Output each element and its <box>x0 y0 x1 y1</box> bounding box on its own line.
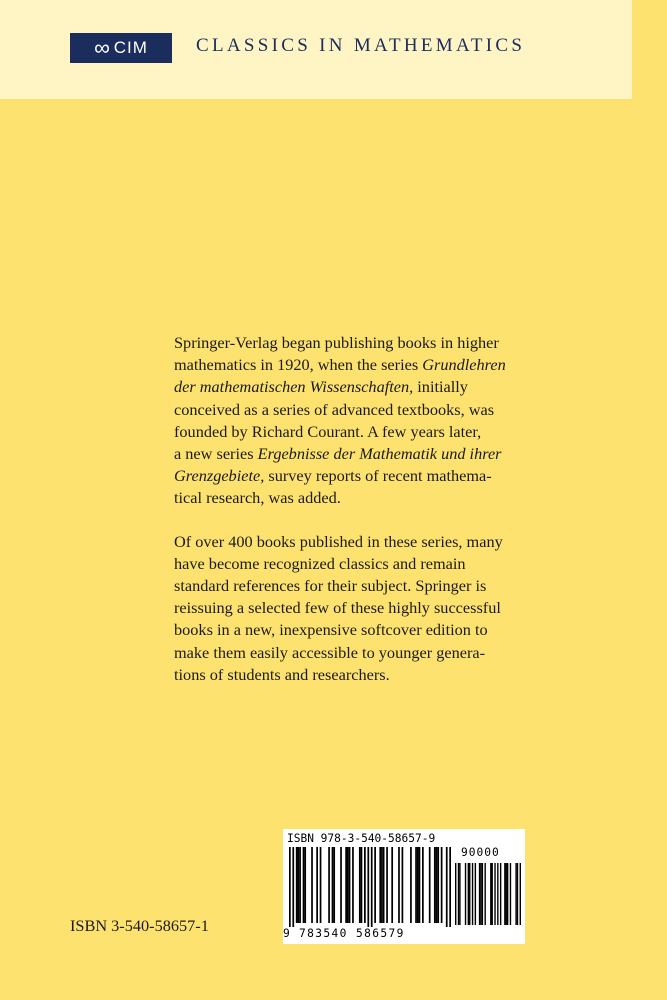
barcode-digits: 783540 586579 <box>299 927 405 940</box>
ean13-bar <box>381 847 383 923</box>
ean13-bar <box>383 847 385 923</box>
blurb-text: tical research, was added. <box>174 488 341 508</box>
ean13-bar <box>379 847 381 923</box>
ean13-bar <box>386 847 388 923</box>
blurb-text: survey reports of recent mathema- <box>264 466 492 486</box>
ean13-bar <box>441 847 443 923</box>
ean13-bar <box>391 847 393 923</box>
addon-bar <box>492 863 493 925</box>
blurb-line <box>174 619 554 641</box>
barcode-first-digit: 9 <box>283 927 290 940</box>
ean13-bar <box>289 847 291 927</box>
ean13-bar <box>410 847 412 923</box>
ean13-bar <box>415 847 417 923</box>
ean13-bar <box>417 847 419 923</box>
addon-barcode-icon <box>455 863 521 927</box>
ean13-bar <box>429 847 431 923</box>
barcode-isbn-label: ISBN 978-3-540-58657-9 <box>287 832 436 845</box>
blurb-text: tions of students and researchers. <box>174 664 390 684</box>
ean13-bar <box>304 847 306 923</box>
ean13-bar <box>398 847 400 923</box>
addon-bar <box>497 863 498 925</box>
ean13-bar <box>296 847 298 923</box>
addon-bar <box>468 863 469 925</box>
blurb-line <box>174 465 554 487</box>
ean13-bar <box>316 847 318 923</box>
ean13-bar <box>446 847 448 927</box>
ean13-bar <box>419 847 421 923</box>
blurb-text: initially <box>413 377 468 397</box>
series-name-italic: Grenzgebiete, <box>174 466 265 486</box>
addon-bar <box>458 863 459 925</box>
addon-bar <box>472 863 473 925</box>
ean13-bar <box>311 847 313 923</box>
ean13-bar <box>299 847 301 923</box>
ean13-bar <box>449 847 451 927</box>
addon-bar <box>465 863 466 925</box>
ean13-bar <box>347 847 349 923</box>
blurb-line <box>174 399 554 421</box>
ean13-bar <box>422 847 424 923</box>
blurb-line <box>174 553 554 575</box>
ean13-bar <box>298 847 300 923</box>
addon-bar <box>459 863 460 925</box>
blurb-text: founded by Richard Courant. A few years later, <box>174 421 482 441</box>
blurb-line <box>174 664 554 686</box>
addon-bar <box>469 863 470 925</box>
ean13-bar <box>320 847 322 923</box>
addon-bar <box>517 863 518 925</box>
addon-bar <box>479 863 480 925</box>
ean13-bar <box>345 847 347 923</box>
blurb-line <box>174 443 554 465</box>
barcode <box>283 829 525 944</box>
addon-bar <box>507 863 508 925</box>
blurb-line <box>174 597 554 619</box>
ean13-bar <box>303 847 305 923</box>
ean13-bar <box>349 847 351 923</box>
ean13-barcode-icon <box>289 847 451 927</box>
blurb-line <box>174 332 554 354</box>
ean13-bar <box>367 847 369 927</box>
blurb-line <box>174 376 554 398</box>
ean13-bar <box>340 847 342 923</box>
addon-bar <box>520 863 521 925</box>
blurb-text: books in a new, inexpensive softcover edition to <box>174 620 488 640</box>
ean13-bar <box>332 847 334 923</box>
addon-bar <box>494 863 495 925</box>
blurb-line <box>174 354 554 376</box>
blurb-text: conceived as a series of advanced textbooks, was <box>174 399 495 419</box>
series-name-italic: Ergebnisse der Mathematik und ihrer <box>257 444 502 464</box>
ean13-bar <box>402 847 404 923</box>
ean13-bar <box>371 847 373 927</box>
ean13-bar <box>333 847 335 923</box>
ean13-bar <box>364 847 366 923</box>
isbn-text: ISBN 3-540-58657-1 <box>70 916 209 935</box>
ean13-bar <box>361 847 363 923</box>
back-cover-blurb <box>174 332 554 707</box>
blurb-text: standard references for their subject. Springer is <box>174 576 487 596</box>
blurb-text: a new series <box>174 444 258 464</box>
series-name-italic: der mathematischen Wissenschaften, <box>174 377 414 397</box>
blurb-text: have become recognized classics and remain <box>174 553 466 573</box>
blurb-line <box>174 642 554 664</box>
logo-text: CIM <box>113 38 148 57</box>
blurb-paragraph-2 <box>174 531 554 686</box>
addon-bar <box>490 863 491 925</box>
blurb-text: reissuing a selected few of these highly successful <box>174 598 501 618</box>
ean13-bar <box>352 847 354 923</box>
ean13-bar <box>436 847 438 923</box>
addon-bar <box>475 863 476 925</box>
blurb-text: mathematics in 1920, when the series <box>174 355 423 375</box>
addon-bar <box>480 863 481 925</box>
addon-bar <box>500 863 501 925</box>
addon-bar <box>455 863 456 925</box>
series-title: CLASSICS IN MATHEMATICS <box>196 35 526 56</box>
ean13-bar <box>292 847 294 927</box>
infinity-icon: ∞ <box>94 35 111 60</box>
blurb-line <box>174 421 554 443</box>
blurb-text: Springer-Verlag began publishing books in higher <box>174 333 499 352</box>
blurb-text: make them easily accessible to younger genera- <box>174 642 486 662</box>
blurb-text: Of over 400 books published in these series, many <box>174 531 503 551</box>
addon-bar <box>482 863 483 925</box>
addon-bar <box>506 863 507 925</box>
blurb-line <box>174 575 554 597</box>
addon-bar <box>484 863 485 925</box>
barcode-addon-label: 90000 <box>461 846 500 859</box>
addon-bar <box>504 863 505 925</box>
blurb-line <box>174 487 554 509</box>
header-band-edge <box>632 0 667 99</box>
blurb-line <box>174 531 554 553</box>
addon-bar <box>510 863 511 925</box>
ean13-bar <box>359 847 361 923</box>
blurb-paragraph-1 <box>174 332 554 510</box>
cim-logo <box>70 33 172 63</box>
series-name-italic: Grundlehren <box>422 355 506 375</box>
ean13-bar <box>437 847 439 923</box>
ean13-bar <box>374 847 376 923</box>
ean13-bar <box>328 847 330 923</box>
ean13-bar <box>434 847 436 923</box>
addon-bar <box>515 863 516 925</box>
